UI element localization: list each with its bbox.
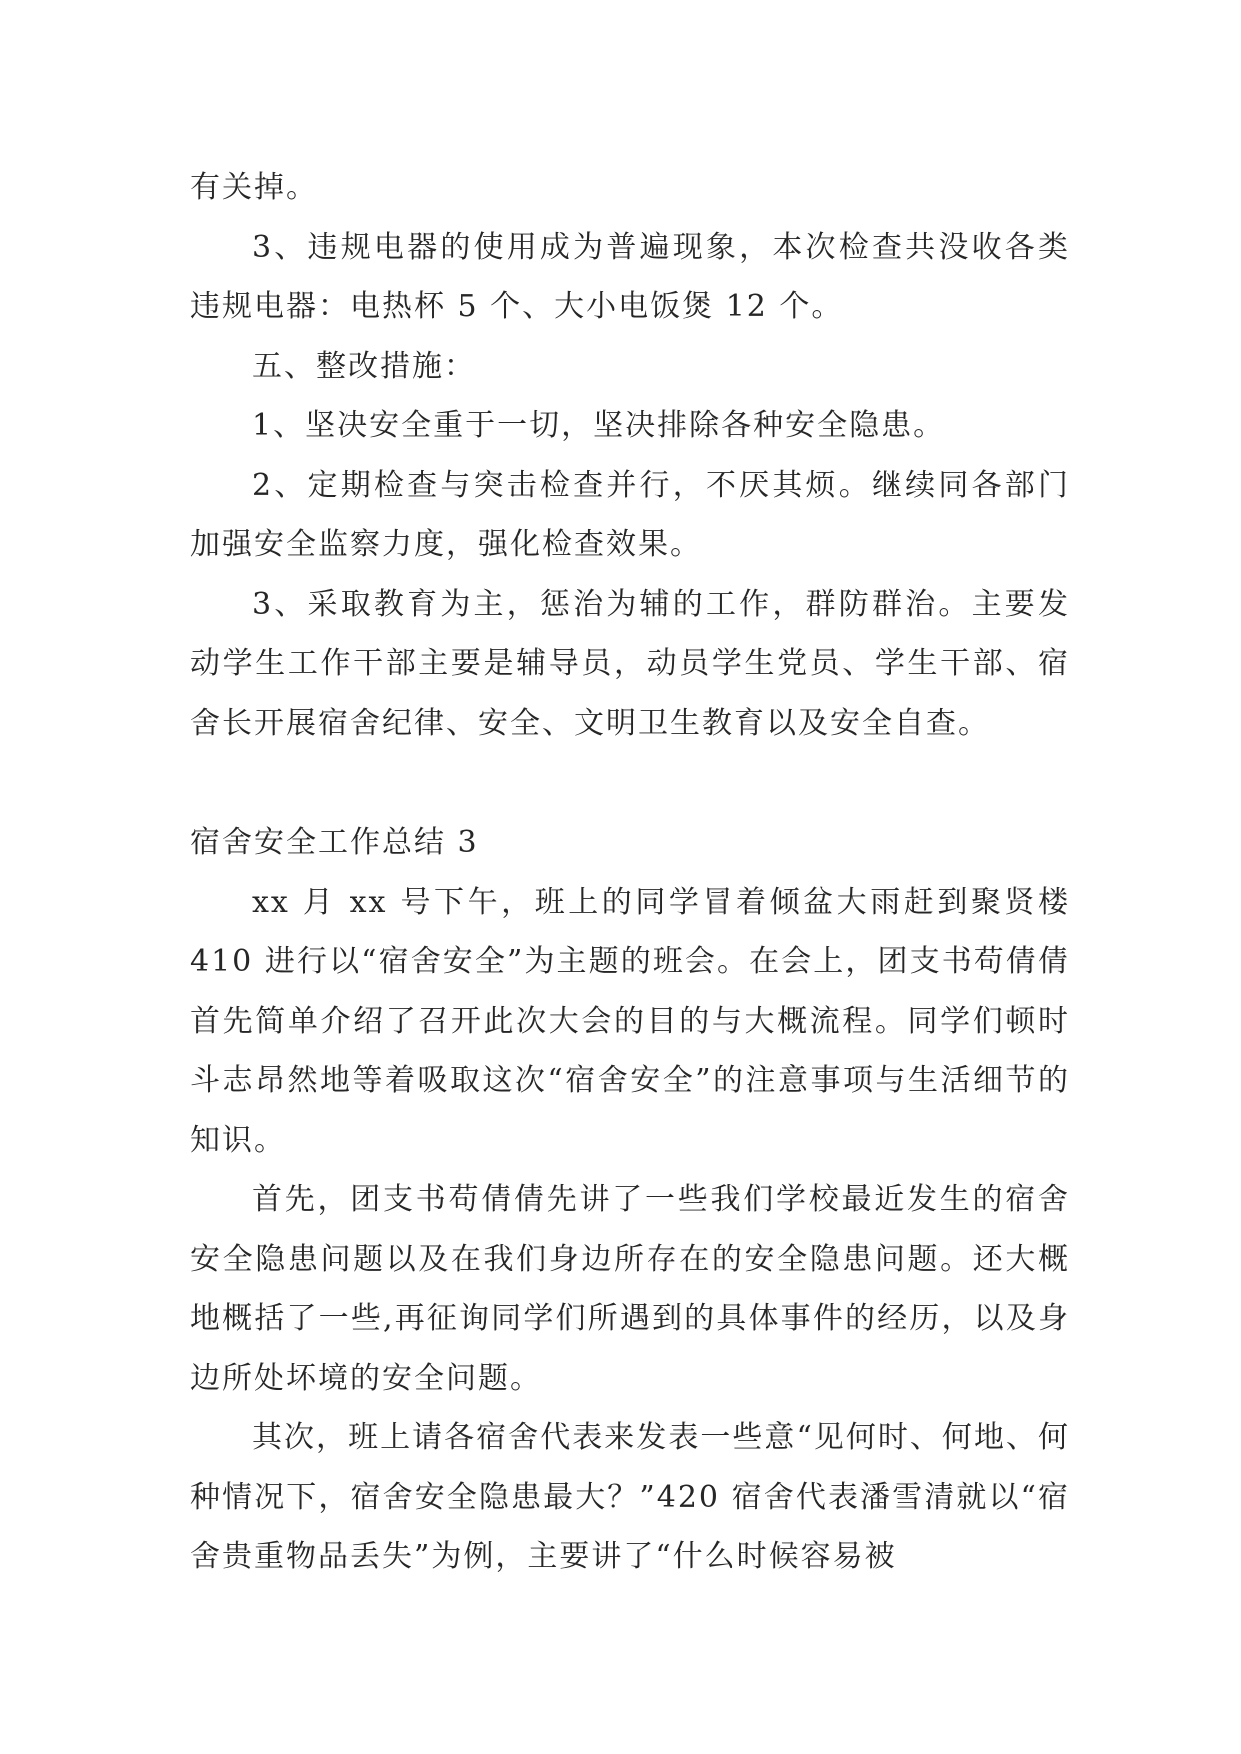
paragraph-item-3-appliances: 3、违规电器的使用成为普遍现象，本次检查共没收各类违规电器：电热杯 5 个、大小电饭煲 12 个。 [190, 229, 1070, 324]
section-title: 宿舍安全工作总结 3 [190, 825, 479, 860]
section-spacer [190, 753, 1070, 813]
document-body [190, 158, 1070, 1587]
section-heading-rectification: 五、整改措施： [252, 348, 476, 384]
paragraph-first: 首先，团支书苟倩倩先讲了一些我们学校最近发生的宿舍安全隐患问题以及在我们身边所存在的安全隐患问题。还大概地概括了一些,再征询同学们所遇到的具体事件的经历，以及身边所处坏境的安全问题。 [190, 1182, 1070, 1396]
paragraph-measure-1: 1、坚决安全重于一切，坚决排除各种安全隐患。 [252, 408, 946, 443]
paragraph-second: 其次，班上请各宿舍代表来发表一些意“见何时、何地、何种情况下，宿舍安全隐患最大？”420 宿舍代表潘雪清就以“宿舍贵重物品丢失”为例，主要讲了“什么时候容易被 [190, 1420, 1070, 1574]
paragraph-measure-3: 3、采取教育为主，惩治为辅的工作，群防群治。主要发动学生工作干部主要是辅导员，动员学生党员、学生干部、宿舍长开展宿舍纪律、安全、文明卫生教育以及安全自查。 [190, 586, 1070, 741]
paragraph-continuation: 有关掉。 [190, 170, 318, 205]
paragraph-measure-2: 2、定期检查与突击检查并行，不厌其烦。继续同各部门加强安全监察力度，强化检查效果。 [190, 467, 1070, 562]
paragraph-meeting-intro: xx 月 xx 号下午，班上的同学冒着倾盆大雨赶到聚贤楼 410 进行以“宿舍安全”为主题的班会。在会上，团支书苟倩倩首先简单介绍了召开此次大会的目的与大概流程。同学们顿时斗志昂然地等着吸取这次“宿舍安全”的注意事项与生活细节的知识。 [190, 884, 1070, 1158]
